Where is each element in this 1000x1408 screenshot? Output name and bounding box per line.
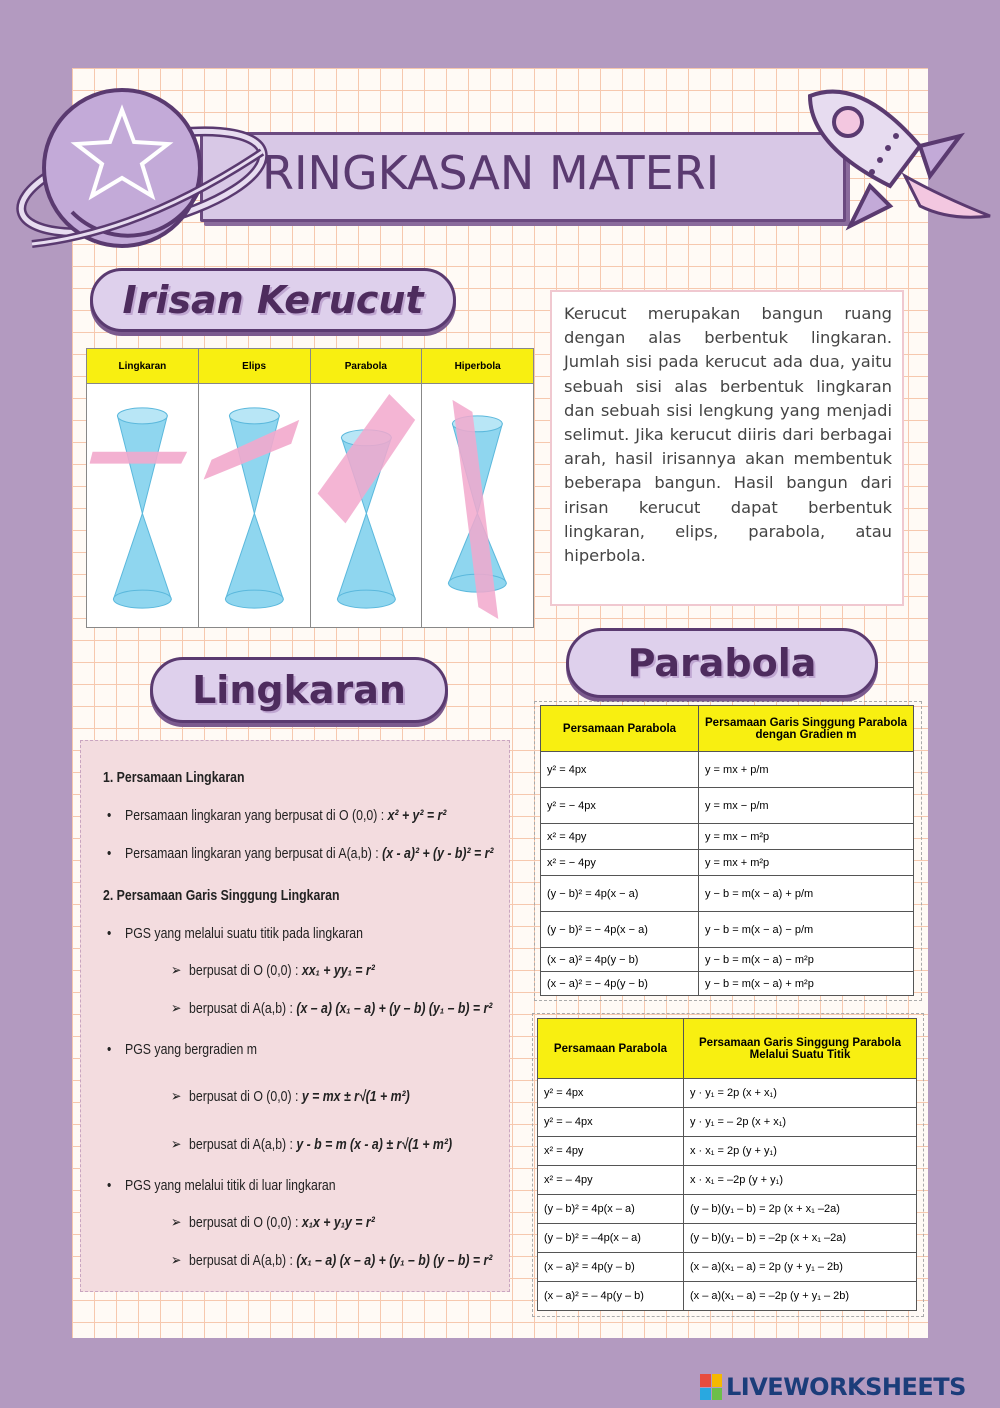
table-row: y² = – 4px y · y₁ = – 2p (x + x₁) — [538, 1108, 917, 1137]
conic-header: Lingkaran — [87, 349, 198, 384]
table-row: x² = 4py x · x₁ = 2p (y + y₁) — [538, 1137, 917, 1166]
section-parabola: Parabola — [566, 628, 878, 698]
lingkaran-heading-1: 1. Persamaan Lingkaran — [103, 769, 245, 786]
table-row: y² = 4px y = mx + p/m — [541, 752, 914, 788]
table-row: y² = 4px y · y₁ = 2p (x + x₁) — [538, 1079, 917, 1108]
table-header: Persamaan Parabola — [538, 1019, 684, 1079]
table-row: (y – b)² = –4p(x – a) (y – b)(y₁ – b) = –2p (x + x₁ –2a) — [538, 1224, 917, 1253]
conic-column-elips — [199, 349, 311, 627]
parabola-section-diagram — [311, 384, 422, 627]
section-lingkaran: Lingkaran — [150, 657, 448, 723]
table-row: y² = − 4px y = mx − p/m — [541, 788, 914, 824]
lingkaran-heading-2: 2. Persamaan Garis Singgung Lingkaran — [103, 887, 340, 904]
parabola-point-table — [537, 1018, 917, 1311]
list-item: • PGS yang melalui suatu titik pada lingkaran — [107, 925, 363, 942]
conic-header: Elips — [199, 349, 310, 384]
circle-section-diagram — [87, 384, 198, 627]
list-item: ➢ berpusat di A(a,b) : (x₁ – a) (x – a) + (y₁ – b) (y – b) = r² — [171, 1252, 493, 1269]
liveworksheets-mark-icon — [700, 1374, 722, 1400]
conic-sections-figure — [86, 348, 534, 628]
list-item: ➢ berpusat di O (0,0) : x₁x + y₁y = r² — [171, 1214, 375, 1231]
list-item: • Persamaan lingkaran yang berpusat di O (0,0) : x² + y² = r² — [107, 807, 447, 824]
table-row: x² = − 4py y = mx + m²p — [541, 850, 914, 876]
table-header: Persamaan Garis Singgung Parabola Melalui Suatu Titik — [684, 1019, 917, 1079]
table-row: (x – a)² = – 4p(y – b) (x – a)(x₁ – a) = –2p (y + y₁ – 2b) — [538, 1282, 917, 1311]
page-title: RINGKASAN MATERI — [262, 146, 720, 200]
table-row: (x − a)² = − 4p(y − b) y − b = m(x − a) + m²p — [541, 972, 914, 996]
watermark-text: LIVEWORKSHEETS — [726, 1373, 966, 1401]
rocket-icon — [770, 76, 998, 246]
list-item: • PGS yang melalui titik di luar lingkaran — [107, 1177, 336, 1194]
list-item: ➢ berpusat di O (0,0) : xx₁ + yy₁ = r² — [171, 962, 375, 979]
conic-header: Hiperbola — [422, 349, 533, 384]
conic-column-parabola — [311, 349, 423, 627]
conic-column-lingkaran — [87, 349, 199, 627]
parabola-gradient-table — [540, 705, 914, 996]
table-row: (y − b)² = 4p(x − a) y − b = m(x − a) + p/m — [541, 876, 914, 912]
table-header: Persamaan Garis Singgung Parabola dengan Gradien m — [699, 706, 914, 752]
table-row: (y − b)² = − 4p(x − a) y − b = m(x − a) − p/m — [541, 912, 914, 948]
section-irisan-kerucut: Irisan Kerucut — [90, 268, 456, 332]
table-row: (x – a)² = 4p(y – b) (x – a)(x₁ – a) = 2p (y + y₁ – 2b) — [538, 1253, 917, 1282]
table-row: (x − a)² = 4p(y − b) y − b = m(x − a) − m²p — [541, 948, 914, 972]
list-item: • Persamaan lingkaran yang berpusat di A(a,b) : (x - a)² + (y - b)² = r² — [107, 845, 494, 862]
table-row: x² = 4py y = mx − m²p — [541, 824, 914, 850]
cone-description: Kerucut merupakan bangun ruang dengan alas berbentuk lingkaran. Jumlah sisi pada kerucut ada dua, yaitu sebuah sisi alas berbentuk lingkaran dan sebuah sisi lengkung yang menjadi selimut. Jika kerucut diiris dari berbagai arah, hasil irisannya akan membentuk beberapa bangun. Hasil bangun dari irisan kerucut dapat berbentuk lingkaran, elips, parabola, atau hiperbola. — [550, 290, 904, 606]
conic-column-hiperbola — [422, 349, 533, 627]
list-item: ➢ berpusat di O (0,0) : y = mx ± r√(1 + m²) — [171, 1088, 410, 1105]
planet-icon — [12, 72, 272, 262]
table-row: x² = – 4py x · x₁ = –2p (y + y₁) — [538, 1166, 917, 1195]
list-item: ➢ berpusat di A(a,b) : (x – a) (x₁ – a) + (y – b) (y₁ – b) = r² — [171, 1000, 493, 1017]
conic-header: Parabola — [311, 349, 422, 384]
table-row: (y – b)² = 4p(x – a) (y – b)(y₁ – b) = 2p (x + x₁ –2a) — [538, 1195, 917, 1224]
lingkaran-summary — [80, 740, 510, 1292]
liveworksheets-logo[interactable] — [700, 1372, 996, 1402]
list-item: ➢ berpusat di A(a,b) : y - b = m (x - a) ± r√(1 + m²) — [171, 1136, 453, 1153]
list-item: • PGS yang bergradien m — [107, 1041, 257, 1058]
table-header: Persamaan Parabola — [541, 706, 699, 752]
ellipse-section-diagram — [199, 384, 310, 627]
hyperbola-section-diagram — [422, 384, 533, 627]
